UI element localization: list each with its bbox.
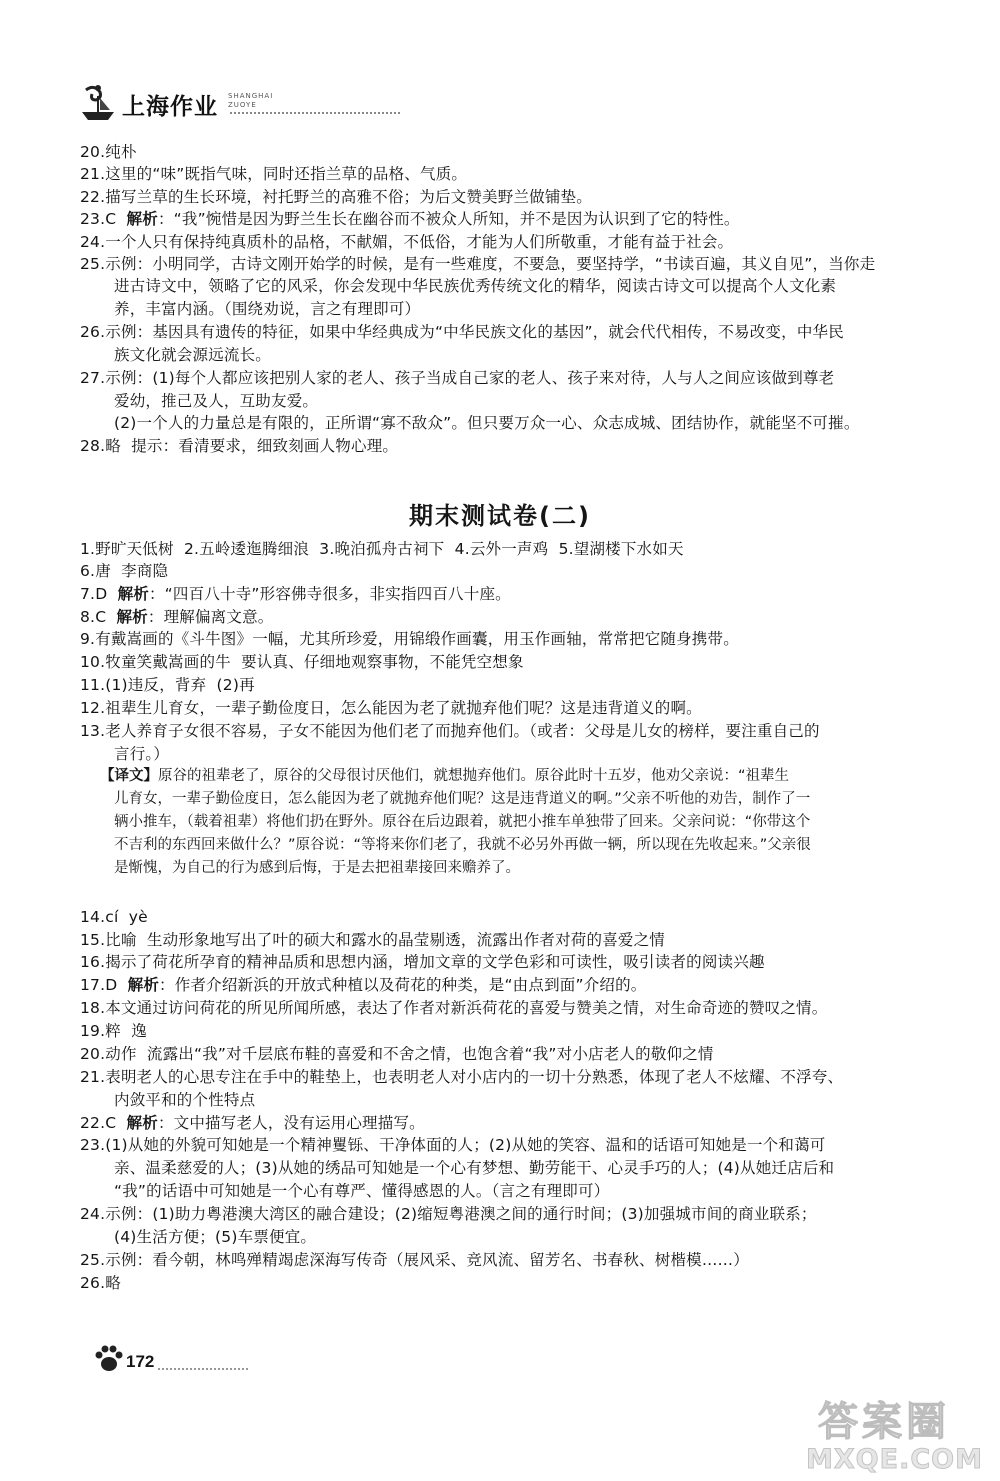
answer-text: 18.本文通过访问荷花的所见所闻所感，表达了作者对新浜荷花的喜爱与赞美之情，对生命奇迹的赞叹之情。 — [80, 999, 828, 1017]
answer-text: 15.比喻 生动形象地写出了叶的硕大和露水的晶莹剔透，流露出作者对荷的喜爱之情 — [80, 931, 666, 949]
answer-text: 21.这里的“味”既指气味，同时还指兰草的品格、气质。 — [80, 165, 468, 183]
answer-line — [80, 951, 765, 973]
answer-text: (2)一个人的力量总是有限的，正所谓“寡不敌众”。但只要万众一心、众志成城、团结协作，就能坚不可摧。 — [114, 414, 860, 432]
answer-text: 14.cí yè — [80, 908, 148, 926]
answer-text: 21.表明老人的心思专注在手中的鞋垫上，也表明老人对小店内的一切十分熟悉，体现了老人不炫耀、不浮夸、 — [80, 1068, 844, 1086]
answer-text: 族文化就会源远流长。 — [114, 346, 272, 364]
translation-text: 是惭愧，为自己的行为感到后悔，于是去把祖辈接回来赡养了。 — [114, 860, 520, 876]
answer-text: 内敛平和的个性特点 — [114, 1091, 256, 1109]
answer-text: 17.D — [80, 976, 128, 994]
answer-text: 1.野旷天低树 2.五岭逶迤腾细浪 3.晚泊孤舟古祠下 4.云外一声鸡 5.望湖楼下水如天 — [80, 540, 684, 558]
answer-text: 20.纯朴 — [80, 143, 137, 161]
answer-text: 进古诗文中，领略了它的风采，你会发现中华民族优秀传统文化的精华，阅读古诗文可以提高个人文化素 — [114, 277, 837, 295]
answer-text: 23.(1)从她的外貌可知她是一个精神矍铄、干净体面的人；(2)从她的笑容、温和的话语可知她是一个和蔼可 — [80, 1136, 826, 1154]
answer-text: 26.略 — [80, 1274, 121, 1292]
header-divider — [230, 112, 400, 114]
answer-line — [80, 186, 592, 208]
answer-text: 25.示例：看今朝，林鸣殚精竭虑深海写传奇（展风采、竞风流、留芳名、书春秋、树楷模……） — [80, 1251, 749, 1269]
answer-line — [80, 606, 273, 628]
analysis-text: ：文中描写老人，没有运用心理描写。 — [157, 1114, 425, 1132]
answer-text: 24.示例：(1)助力粤港澳大湾区的融合建设；(2)缩短粤港澳之间的通行时间；(3)加强城市间的商业联系； — [80, 1205, 817, 1223]
answer-text: 27.示例：(1)每个人都应该把别人家的老人、孩子当成自己家的老人、孩子来对待，人与人之间应该做到尊老 — [80, 369, 835, 387]
answer-line — [80, 674, 255, 696]
answer-line — [80, 1020, 147, 1042]
answer-line — [80, 560, 168, 582]
answer-text: 23.C — [80, 210, 127, 228]
answer-text: (4)生活方便；(5)车票便宜。 — [114, 1228, 317, 1246]
answer-text: 22.描写兰草的生长环境，衬托野兰的高雅不俗；为后文赞美野兰做铺垫。 — [80, 188, 592, 206]
translation-text: 不吉利的东西回来做什么？”原谷说：“等将来你们老了，我就不必另外再做一辆，所以现在先收起来。”父亲很 — [114, 837, 811, 853]
watermark — [806, 1390, 986, 1476]
answer-line — [80, 1203, 817, 1225]
answer-line — [80, 720, 820, 742]
translation-text: 原谷的祖辈老了，原谷的父母很讨厌他们，就想抛弃他们。原谷此时十五岁，他劝父亲说：“祖辈生 — [158, 768, 790, 784]
logo-subtitle — [228, 92, 273, 110]
page-footer — [92, 1342, 252, 1378]
answer-text: 8.C — [80, 608, 117, 626]
watermark-text-top: 答案圈 — [818, 1399, 950, 1445]
answer-line — [80, 321, 844, 343]
answer-text: 11.(1)违反，背弃 (2)再 — [80, 676, 255, 694]
answer-line — [80, 651, 524, 673]
answer-line — [80, 208, 740, 230]
answer-line — [80, 1112, 425, 1134]
translation-line — [114, 834, 811, 856]
answer-line — [114, 275, 836, 297]
answer-text: “我”的话语中可知她是一个心有尊严、懂得感恩的人。（言之有理即可） — [114, 1182, 610, 1200]
answer-line — [80, 974, 647, 996]
paw-print-icon — [92, 1342, 126, 1376]
logo-subtitle-line2: ZUOYE — [228, 101, 257, 109]
logo-subtitle-line1: SHANGHAI — [228, 92, 274, 100]
answer-text: 12.祖辈生儿育女，一辈子勤俭度日，怎么能因为老了就抛弃他们呢？这是违背道义的啊。 — [80, 699, 702, 717]
answer-line — [80, 253, 875, 275]
answer-text: 爱幼，推己及人，互助友爱。 — [114, 392, 319, 410]
answer-line — [80, 367, 834, 389]
answer-line — [114, 1089, 255, 1111]
boat-logo-icon — [80, 82, 118, 124]
answer-line — [80, 231, 733, 253]
answer-text: 24.一个人只有保持纯真质朴的品格，不献媚，不低俗，才能为人们所敬重，才能有益于社会。 — [80, 233, 734, 251]
answer-text: 22.C — [80, 1114, 127, 1132]
answer-line — [80, 1272, 121, 1294]
analysis-label: 解析 — [127, 976, 160, 994]
answer-line — [80, 1134, 825, 1156]
answer-text: 10.牧童笑戴嵩画的牛 要认真、仔细地观察事物，不能凭空想象 — [80, 653, 524, 671]
answer-line — [80, 906, 148, 928]
answer-line — [114, 344, 271, 366]
answer-text: 28.略 提示：看清要求，细致刻画人物心理。 — [80, 437, 399, 455]
analysis-label: 解析 — [116, 608, 148, 626]
answer-line — [80, 435, 398, 457]
translation-line — [114, 788, 810, 810]
answer-line — [80, 697, 702, 719]
answer-text: 言行。） — [114, 745, 170, 763]
watermark-text-bottom: MXQE.COM — [806, 1444, 983, 1475]
answer-line — [80, 538, 684, 560]
translation-text: 辆小推车，（载着祖辈）将他们扔在野外。原谷在后边跟着，就把小推车单独带了回来。父亲问说：“你带这个 — [114, 814, 811, 830]
answer-line — [114, 743, 169, 765]
answer-line — [114, 1157, 834, 1179]
answer-text: 16.揭示了荷花所孕育的精神品质和思想内涵，增加文章的文学色彩和可读性，吸引读者的阅读兴趣 — [80, 953, 765, 971]
answer-text: 9.有戴嵩画的《斗牛图》一幅，尤其所珍爱，用锦缎作画囊，用玉作画轴，常常把它随身携带。 — [80, 630, 739, 648]
answer-line — [80, 583, 511, 605]
answer-line — [80, 141, 137, 163]
answer-line — [114, 298, 420, 320]
translation-line — [114, 857, 520, 879]
answer-text: 19.粹 逸 — [80, 1022, 147, 1040]
answer-line — [80, 929, 665, 951]
analysis-label: 解析 — [126, 1114, 158, 1132]
answer-line — [114, 1180, 609, 1202]
analysis-text: ：作者介绍新浜的开放式种植以及荷花的种类，是“由点到面”介绍的。 — [159, 976, 647, 994]
answer-text: 20.动作 流露出“我”对千层底布鞋的喜爱和不舍之情，也饱含着“我”对小店老人的敬仰之情 — [80, 1045, 714, 1063]
answer-text: 6.唐 李商隐 — [80, 562, 169, 580]
answer-line — [114, 1226, 316, 1248]
page-number: 172 — [126, 1352, 155, 1371]
answer-line — [80, 1066, 843, 1088]
translation-line — [100, 765, 789, 787]
answer-text: 26.示例：基因具有遗传的特征，如果中华经典成为“中华民族文化的基因”，就会代代相传，不易改变，中华民 — [80, 323, 844, 341]
translation-label: 【译文】 — [100, 768, 158, 784]
answer-line — [80, 1249, 749, 1271]
analysis-text: ：“四百八十寺”形容佛寺很多，非实指四百八十座。 — [148, 585, 511, 603]
answer-line — [114, 390, 318, 412]
answer-text: 25.示例：小明同学，古诗文刚开始学的时候，是有一些难度，不要急，要坚持学，“书读百遍，其义自见”，当你走 — [80, 255, 876, 273]
answer-line — [80, 997, 827, 1019]
translation-line — [114, 811, 810, 833]
section-title: 期末测试卷(二) — [409, 502, 591, 530]
logo-title: 上海作业 — [122, 93, 218, 120]
analysis-label: 解析 — [126, 210, 158, 228]
translation-text: 儿育女，一辈子勤俭度日，怎么能因为老了就抛弃他们呢？这是违背道义的啊。”父亲不听他的劝告，制作了一 — [114, 791, 811, 807]
analysis-label: 解析 — [117, 585, 149, 603]
answer-text: 7.D — [80, 585, 118, 603]
footer-divider — [158, 1368, 248, 1370]
answer-line — [80, 163, 467, 185]
answer-line — [80, 1043, 714, 1065]
analysis-text: ：“我”惋惜是因为野兰生长在幽谷而不被众人所知，并不是因为认识到了它的特性。 — [157, 210, 740, 228]
analysis-text: ：理解偏离文意。 — [147, 608, 274, 626]
answer-line — [80, 628, 739, 650]
answer-text: 亲、温柔慈爱的人；(3)从她的绣品可知她是一个心有梦想、勤劳能干、心灵手巧的人；(4)从她迁店后和 — [114, 1159, 835, 1177]
header-logo — [80, 82, 320, 126]
answer-text: 养，丰富内涵。（围绕劝说，言之有理即可） — [114, 300, 421, 318]
answer-text: 13.老人养育子女很不容易，子女不能因为他们老了而抛弃他们。（或者：父母是儿女的榜样，要注重自己的 — [80, 722, 820, 740]
answer-line — [114, 412, 860, 434]
